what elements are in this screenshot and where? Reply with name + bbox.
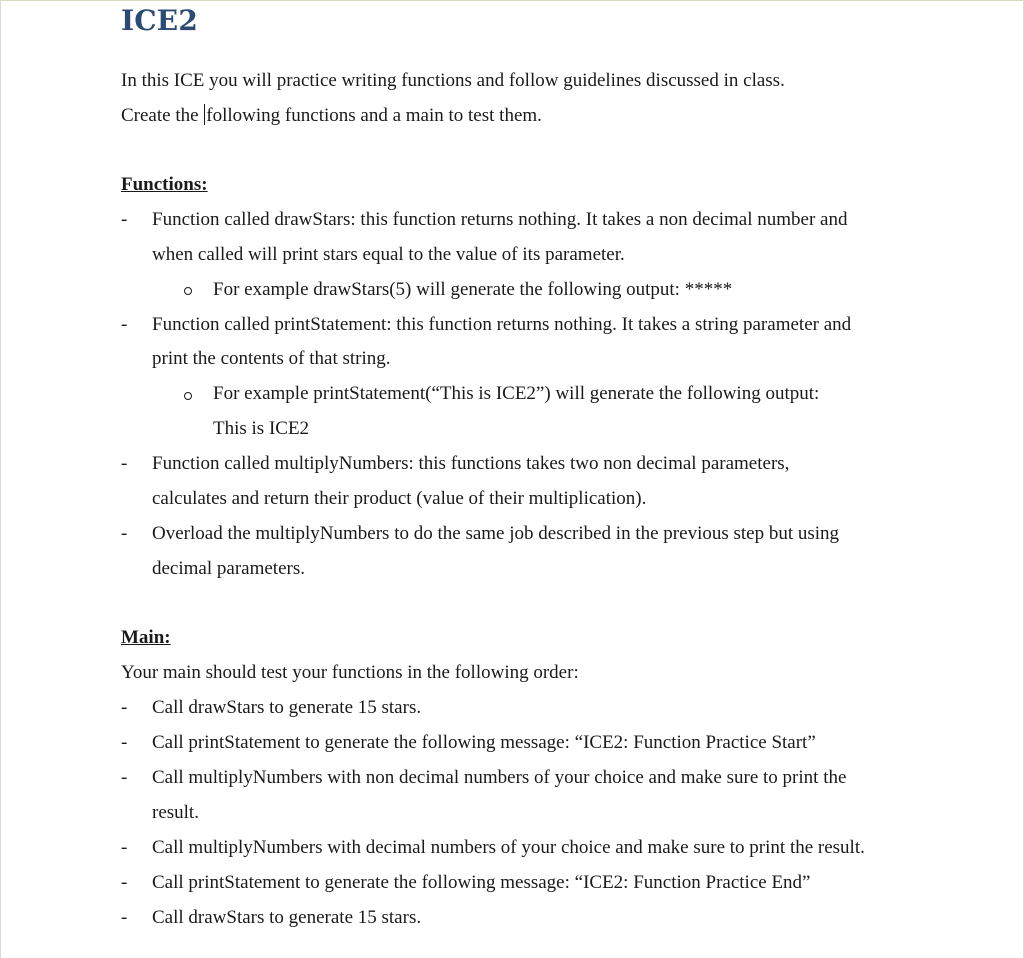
function-item-3-line-1: Function called multiplyNumbers: this functions takes two non decimal parameters, [152, 453, 790, 474]
intro-line-2-after: following functions and a main to test them. [206, 105, 542, 126]
function-item-2-sub-1: For example printStatement(“This is ICE2”) will generate the following output: [213, 383, 820, 404]
function-item-4-line-1: Overload the multiplyNumbers to do the same job described in the previous step but using [152, 523, 840, 544]
main-item-6: Call drawStars to generate 15 stars. [152, 907, 422, 928]
main-item-4: Call multiplyNumbers with decimal numbers of your choice and make sure to print the result. [152, 837, 865, 858]
function-item-2-sub-2: This is ICE2 [213, 418, 310, 439]
intro-line-2-before: Create the [121, 105, 204, 126]
function-item-4-line-2: decimal parameters. [152, 558, 305, 579]
main-heading: Main: [121, 627, 171, 648]
function-item-1-sub-1: For example drawStars(5) will generate the following output: ***** [213, 279, 733, 300]
bullet-dash: - [121, 697, 128, 718]
main-item-3: Call multiplyNumbers with non decimal numbers of your choice and make sure to print the [152, 767, 847, 788]
bullet-dash: - [121, 872, 128, 893]
function-item-1-line-1: Function called drawStars: this function returns nothing. It takes a non decimal number and [152, 209, 848, 230]
bullet-dash: - [121, 907, 128, 928]
main-item-2: Call printStatement to generate the following message: “ICE2: Function Practice Start” [152, 732, 816, 753]
bullet-dash: - [121, 837, 128, 858]
intro-line-2[interactable] [121, 104, 542, 128]
function-item-1-line-2: when called will print stars equal to the value of its parameter. [152, 244, 625, 265]
function-item-2-line-2: print the contents of that string. [152, 348, 391, 369]
bullet-dash: - [121, 732, 128, 753]
function-item-2-line-1: Function called printStatement: this function returns nothing. It takes a string parameter and [152, 314, 852, 335]
circle-bullet-icon [184, 392, 192, 400]
circle-bullet-icon [184, 287, 192, 295]
main-item-5: Call printStatement to generate the following message: “ICE2: Function Practice End” [152, 872, 811, 893]
bullet-dash: - [121, 453, 128, 474]
bullet-dash: - [121, 767, 128, 788]
main-item-1: Call drawStars to generate 15 stars. [152, 697, 422, 718]
intro-line-1: In this ICE you will practice writing functions and follow guidelines discussed in class. [121, 70, 785, 91]
bullet-dash: - [121, 314, 128, 335]
main-item-3-cont: result. [152, 802, 199, 823]
document-title: ICE2 [121, 4, 199, 37]
bullet-dash: - [121, 523, 128, 544]
functions-heading: Functions: [121, 174, 208, 195]
main-intro: Your main should test your functions in the following order: [121, 662, 579, 683]
function-item-3-line-2: calculates and return their product (value of their multiplication). [152, 488, 647, 509]
bullet-dash: - [121, 209, 128, 230]
